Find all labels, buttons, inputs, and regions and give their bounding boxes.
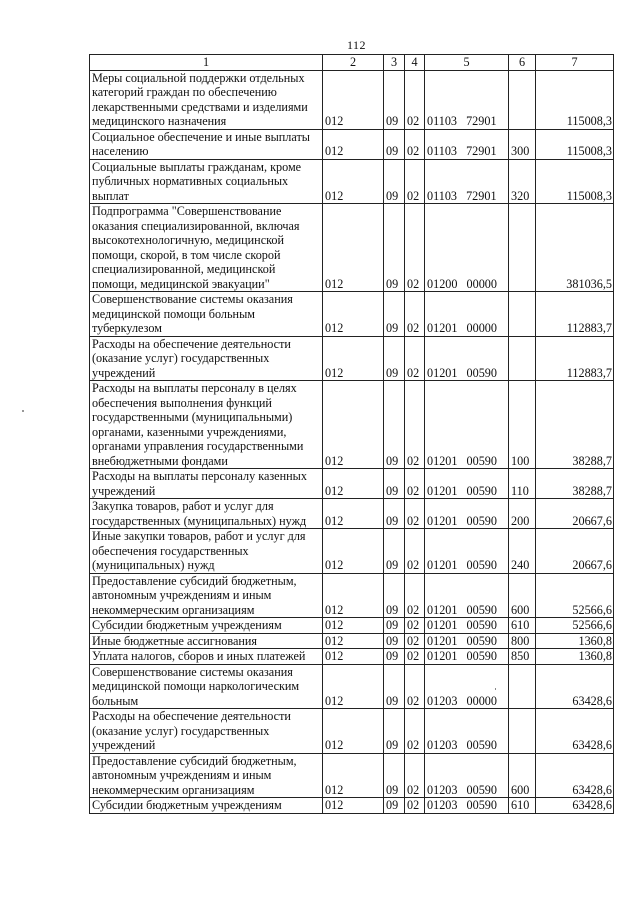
row-csr-code: 01201 00590 bbox=[425, 381, 509, 469]
table-row bbox=[90, 336, 614, 381]
row-rz-code: 09 bbox=[384, 753, 405, 798]
row-vr-code: 320 bbox=[509, 159, 536, 204]
row-csr-code: 01200 00000 bbox=[425, 204, 509, 292]
row-sum: 63428,6 bbox=[536, 753, 614, 798]
row-name: Расходы на выплаты персоналу в целях обеспечения выполнения функций государственными (муниципальными) органами, казенными учреждениями, органами управления государственными внебюджетными фондами bbox=[90, 381, 323, 469]
row-gr-code: 012 bbox=[323, 709, 384, 754]
row-sum: 52566,6 bbox=[536, 618, 614, 634]
table-row bbox=[90, 159, 614, 204]
row-name: Меры социальной поддержки отдельных категорий граждан по обеспечению лекарственными средствами и изделиями медицинского назначения bbox=[90, 70, 323, 129]
row-sum: 115008,3 bbox=[536, 129, 614, 159]
row-gr-code: 012 bbox=[323, 336, 384, 381]
row-sum: 112883,7 bbox=[536, 336, 614, 381]
row-rz-code: 09 bbox=[384, 469, 405, 499]
row-gr-code: 012 bbox=[323, 618, 384, 634]
row-csr-code: 01103 72901 bbox=[425, 70, 509, 129]
row-sum: 20667,6 bbox=[536, 529, 614, 574]
header-col-3: 3 bbox=[384, 55, 405, 71]
table-row bbox=[90, 618, 614, 634]
header-col-7: 7 bbox=[536, 55, 614, 71]
row-sum: 112883,7 bbox=[536, 292, 614, 337]
row-sum: 1360,8 bbox=[536, 633, 614, 649]
row-sum: 20667,6 bbox=[536, 499, 614, 529]
row-name: Уплата налогов, сборов и иных платежей bbox=[90, 649, 323, 665]
row-csr-code: 01203 00590 bbox=[425, 709, 509, 754]
scan-speck bbox=[495, 688, 496, 690]
row-vr-code: 240 bbox=[509, 529, 536, 574]
table-row bbox=[90, 469, 614, 499]
budget-table bbox=[89, 54, 614, 814]
row-vr-code: 110 bbox=[509, 469, 536, 499]
header-col-4: 4 bbox=[405, 55, 425, 71]
row-name: Совершенствование системы оказания медицинской помощи наркологическим больным bbox=[90, 664, 323, 709]
row-pr-code: 02 bbox=[405, 649, 425, 665]
row-gr-code: 012 bbox=[323, 381, 384, 469]
row-name: Иные бюджетные ассигнования bbox=[90, 633, 323, 649]
table-row bbox=[90, 204, 614, 292]
row-rz-code: 09 bbox=[384, 798, 405, 814]
row-name: Расходы на обеспечение деятельности (оказание услуг) государственных учреждений bbox=[90, 336, 323, 381]
row-name: Субсидии бюджетным учреждениям bbox=[90, 798, 323, 814]
table-row bbox=[90, 292, 614, 337]
table-row bbox=[90, 129, 614, 159]
row-gr-code: 012 bbox=[323, 70, 384, 129]
row-pr-code: 02 bbox=[405, 129, 425, 159]
row-gr-code: 012 bbox=[323, 469, 384, 499]
header-col-6: 6 bbox=[509, 55, 536, 71]
row-vr-code: 610 bbox=[509, 798, 536, 814]
row-name: Закупка товаров, работ и услуг для государственных (муниципальных) нужд bbox=[90, 499, 323, 529]
row-pr-code: 02 bbox=[405, 798, 425, 814]
row-gr-code: 012 bbox=[323, 159, 384, 204]
row-pr-code: 02 bbox=[405, 664, 425, 709]
row-gr-code: 012 bbox=[323, 664, 384, 709]
row-sum: 115008,3 bbox=[536, 159, 614, 204]
row-gr-code: 012 bbox=[323, 499, 384, 529]
table-body bbox=[90, 70, 614, 813]
row-rz-code: 09 bbox=[384, 649, 405, 665]
row-gr-code: 012 bbox=[323, 633, 384, 649]
table-row bbox=[90, 499, 614, 529]
header-row bbox=[90, 55, 614, 71]
row-csr-code: 01201 00590 bbox=[425, 618, 509, 634]
row-rz-code: 09 bbox=[384, 70, 405, 129]
row-name: Расходы на выплаты персоналу казенных учреждений bbox=[90, 469, 323, 499]
row-gr-code: 012 bbox=[323, 204, 384, 292]
header-col-2: 2 bbox=[323, 55, 384, 71]
row-rz-code: 09 bbox=[384, 664, 405, 709]
row-csr-code: 01203 00000 bbox=[425, 664, 509, 709]
row-rz-code: 09 bbox=[384, 709, 405, 754]
row-vr-code: 600 bbox=[509, 573, 536, 618]
row-sum: 1360,8 bbox=[536, 649, 614, 665]
row-vr-code bbox=[509, 336, 536, 381]
row-name: Подпрограмма "Совершенствование оказания специализированной, включая высокотехнологичную, медицинской помощи, скорой, в том числе скорой специализированной, медицинской помощи, медицинской эвакуации" bbox=[90, 204, 323, 292]
row-name: Социальное обеспечение и иные выплаты населению bbox=[90, 129, 323, 159]
row-name: Совершенствование системы оказания медицинской помощи больным туберкулезом bbox=[90, 292, 323, 337]
row-csr-code: 01201 00590 bbox=[425, 633, 509, 649]
row-pr-code: 02 bbox=[405, 753, 425, 798]
row-gr-code: 012 bbox=[323, 798, 384, 814]
row-pr-code: 02 bbox=[405, 70, 425, 129]
row-sum: 52566,6 bbox=[536, 573, 614, 618]
row-rz-code: 09 bbox=[384, 573, 405, 618]
row-sum: 38288,7 bbox=[536, 381, 614, 469]
row-rz-code: 09 bbox=[384, 618, 405, 634]
row-sum: 38288,7 bbox=[536, 469, 614, 499]
row-gr-code: 012 bbox=[323, 573, 384, 618]
row-csr-code: 01201 00590 bbox=[425, 469, 509, 499]
table-row bbox=[90, 70, 614, 129]
row-pr-code: 02 bbox=[405, 292, 425, 337]
row-pr-code: 02 bbox=[405, 618, 425, 634]
row-sum: 63428,6 bbox=[536, 664, 614, 709]
row-sum: 63428,6 bbox=[536, 798, 614, 814]
row-sum: 115008,3 bbox=[536, 70, 614, 129]
page-number: 112 bbox=[347, 38, 367, 52]
table-row bbox=[90, 649, 614, 665]
row-sum: 381036,5 bbox=[536, 204, 614, 292]
row-gr-code: 012 bbox=[323, 753, 384, 798]
row-rz-code: 09 bbox=[384, 529, 405, 574]
row-name: Предоставление субсидий бюджетным, автономным учреждениям и иным некоммерческим организациям bbox=[90, 753, 323, 798]
table-row bbox=[90, 573, 614, 618]
row-csr-code: 01201 00000 bbox=[425, 292, 509, 337]
row-name: Предоставление субсидий бюджетным, автономным учреждениям и иным некоммерческим организациям bbox=[90, 573, 323, 618]
row-rz-code: 09 bbox=[384, 159, 405, 204]
row-vr-code: 600 bbox=[509, 753, 536, 798]
row-vr-code: 850 bbox=[509, 649, 536, 665]
row-vr-code: 800 bbox=[509, 633, 536, 649]
row-csr-code: 01201 00590 bbox=[425, 336, 509, 381]
row-vr-code: 610 bbox=[509, 618, 536, 634]
scan-speck bbox=[22, 410, 24, 412]
table-row bbox=[90, 633, 614, 649]
table-row bbox=[90, 753, 614, 798]
row-name: Расходы на обеспечение деятельности (оказание услуг) государственных учреждений bbox=[90, 709, 323, 754]
row-rz-code: 09 bbox=[384, 633, 405, 649]
row-pr-code: 02 bbox=[405, 633, 425, 649]
row-vr-code: 300 bbox=[509, 129, 536, 159]
row-csr-code: 01201 00590 bbox=[425, 499, 509, 529]
row-pr-code: 02 bbox=[405, 709, 425, 754]
row-csr-code: 01203 00590 bbox=[425, 798, 509, 814]
row-rz-code: 09 bbox=[384, 381, 405, 469]
row-pr-code: 02 bbox=[405, 204, 425, 292]
row-rz-code: 09 bbox=[384, 204, 405, 292]
header-col-1: 1 bbox=[90, 55, 323, 71]
row-vr-code bbox=[509, 709, 536, 754]
row-gr-code: 012 bbox=[323, 529, 384, 574]
row-gr-code: 012 bbox=[323, 129, 384, 159]
row-name: Социальные выплаты гражданам, кроме публичных нормативных социальных выплат bbox=[90, 159, 323, 204]
table-row bbox=[90, 798, 614, 814]
row-pr-code: 02 bbox=[405, 529, 425, 574]
table-row bbox=[90, 529, 614, 574]
row-csr-code: 01201 00590 bbox=[425, 649, 509, 665]
row-sum: 63428,6 bbox=[536, 709, 614, 754]
row-csr-code: 01201 00590 bbox=[425, 529, 509, 574]
header-col-5: 5 bbox=[425, 55, 509, 71]
table-row bbox=[90, 709, 614, 754]
row-pr-code: 02 bbox=[405, 381, 425, 469]
row-pr-code: 02 bbox=[405, 336, 425, 381]
row-csr-code: 01103 72901 bbox=[425, 129, 509, 159]
table-row bbox=[90, 664, 614, 709]
row-name: Субсидии бюджетным учреждениям bbox=[90, 618, 323, 634]
row-csr-code: 01203 00590 bbox=[425, 753, 509, 798]
row-pr-code: 02 bbox=[405, 469, 425, 499]
row-csr-code: 01201 00590 bbox=[425, 573, 509, 618]
row-pr-code: 02 bbox=[405, 573, 425, 618]
row-vr-code: 200 bbox=[509, 499, 536, 529]
row-rz-code: 09 bbox=[384, 129, 405, 159]
row-gr-code: 012 bbox=[323, 649, 384, 665]
row-vr-code bbox=[509, 70, 536, 129]
row-vr-code bbox=[509, 204, 536, 292]
row-vr-code: 100 bbox=[509, 381, 536, 469]
row-name: Иные закупки товаров, работ и услуг для обеспечения государственных (муниципальных) нужд bbox=[90, 529, 323, 574]
row-rz-code: 09 bbox=[384, 292, 405, 337]
row-rz-code: 09 bbox=[384, 336, 405, 381]
row-vr-code bbox=[509, 292, 536, 337]
row-vr-code bbox=[509, 664, 536, 709]
table-row bbox=[90, 381, 614, 469]
row-gr-code: 012 bbox=[323, 292, 384, 337]
row-pr-code: 02 bbox=[405, 159, 425, 204]
row-pr-code: 02 bbox=[405, 499, 425, 529]
row-csr-code: 01103 72901 bbox=[425, 159, 509, 204]
row-rz-code: 09 bbox=[384, 499, 405, 529]
